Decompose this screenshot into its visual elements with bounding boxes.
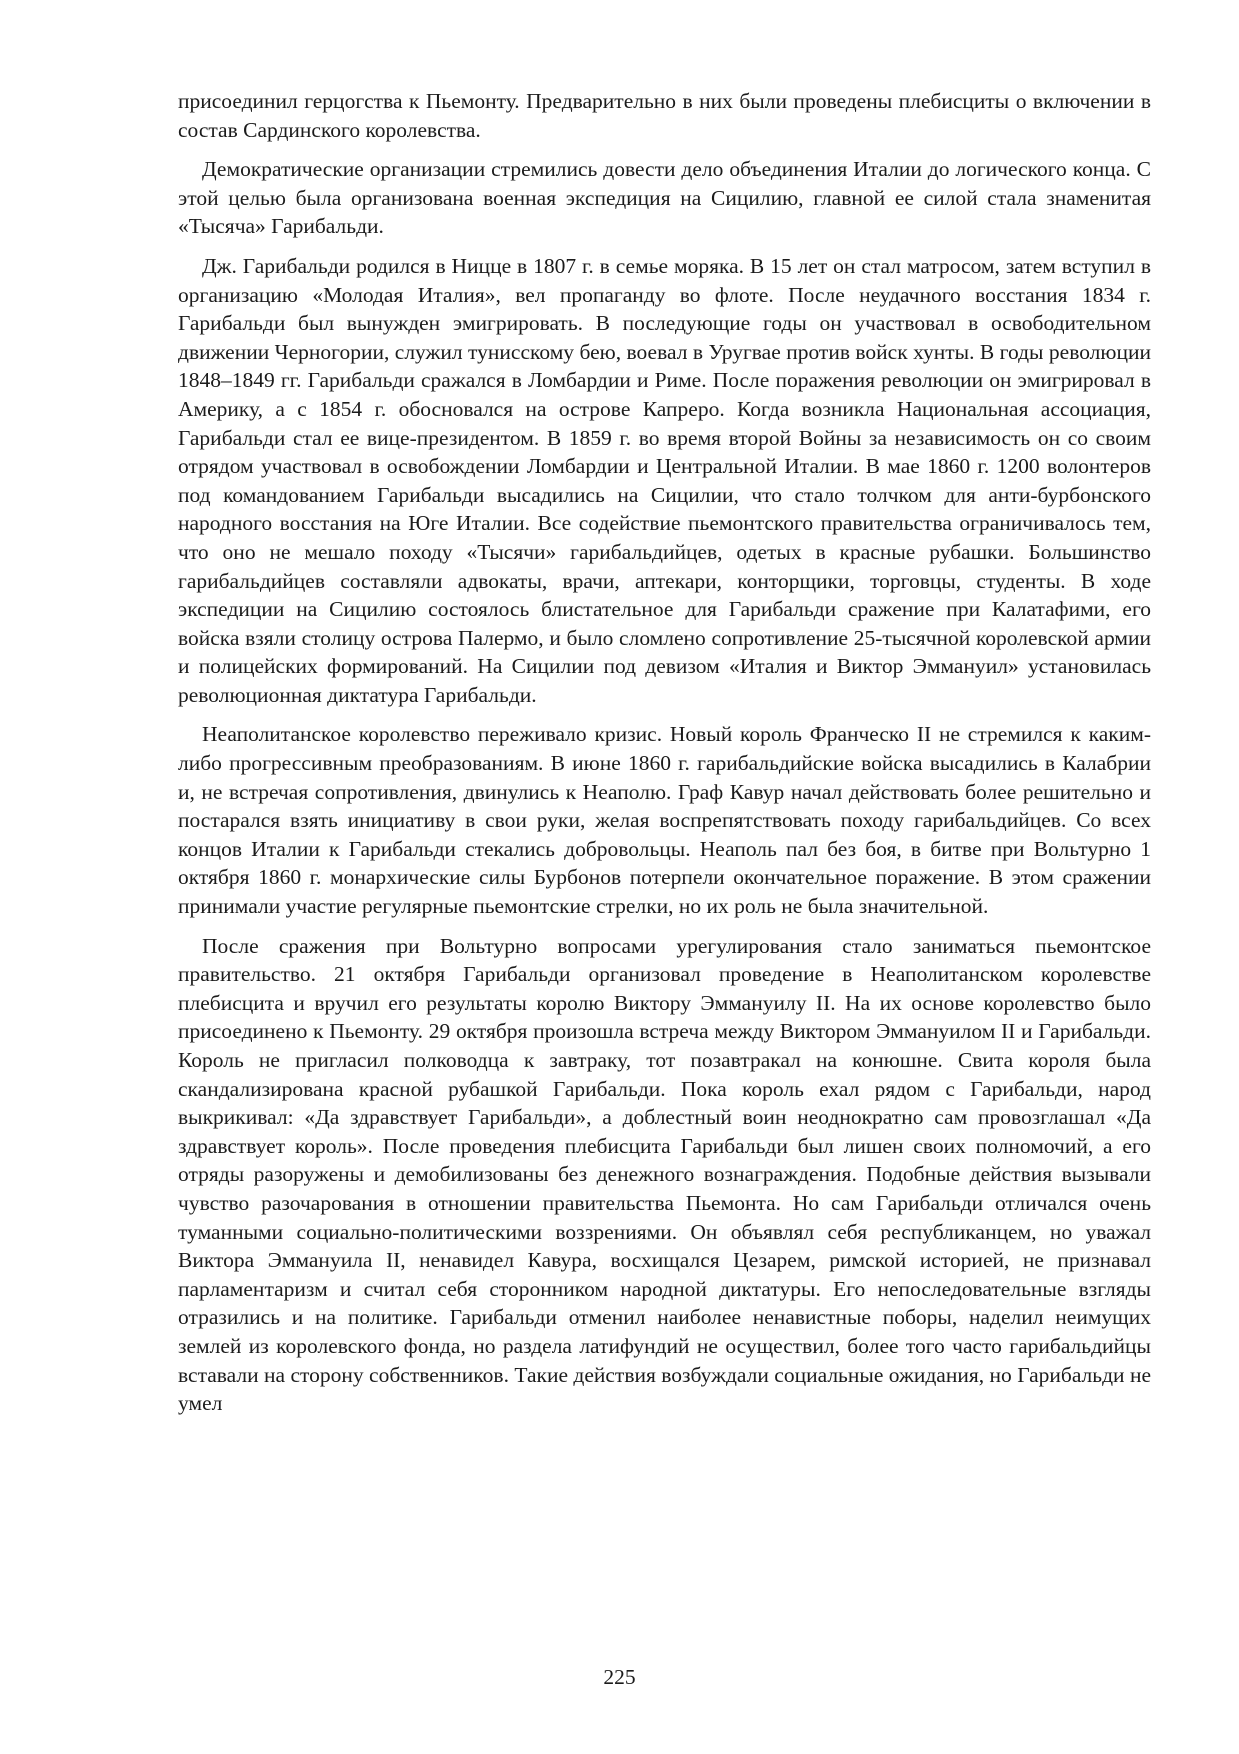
paragraph-2: Демократические организации стремились довести дело объединения Италии до логического конца. С этой целью была организована военная экспедиция на Сицилию, главной ее силой стала знаменитая «Тысяча» Гарибальди. (178, 157, 1151, 239)
paragraph-3: Дж. Гарибальди родился в Ницце в 1807 г. в семье моряка. В 15 лет он стал матросом, затем вступил в организацию «Молодая Италия», вел пропаганду во флоте. После неудачного восстания 1834 г. Гарибальди был вынужден эмигрировать. В последующие годы он участвовал в освободительном движении Черногории, служил тунисскому бею, воевал в Уругвае против войск хунты. В годы революции 1848–1849 гг. Гарибальди сражался в Ломбардии и Риме. После поражения революции он эмигрировал в Америку, а с 1854 г. обосновался на острове Капреро. Когда возникла Национальная ассоциация, Гарибальди стал ее вице-президентом. В 1859 г. во время второй Войны за независимость он со своим отрядом участвовал в освобождении Ломбардии и Центральной Италии. В мае 1860 г. 1200 волонтеров под командованием Гарибальди высадились на Сицилии, что стало толчком для анти-бурбонского народного восстания на Юге Италии. Все содействие пьемонтского правительства ограничивалось тем, что оно не мешало походу «Тысячи» гарибальдийцев, одетых в красные рубашки. Большинство гарибальдийцев составляли адвокаты, врачи, аптекари, конторщики, торговцы, студенты. В ходе экспедиции на Сицилию состоялось блистательное для Гарибальди сражение при Калатафими, его войска взяли столицу острова Палермо, и было сломлено сопротивление 25-тысячной королевской армии и полицейских формирований. На Сицилии под девизом «Италия и Виктор Эммануил» установилась революционная диктатура Гарибальди. (178, 253, 1151, 707)
paragraph-4: Неаполитанское королевство переживало кризис. Новый король Франческо II не стремился к каким-либо прогрессивным преобразованиям. В июне 1860 г. гарибальдийские войска высадились в Калабрии и, не встречая сопротивления, двинулись к Неаполю. Граф Кавур начал действовать более решительно и постарался взять инициативу в свои руки, желая воспрепятствовать походу гарибальдийцев. Со всех концов Италии к Гарибальди стекались добровольцы. Неаполь пал без боя, в битве при Вольтурно 1 октября 1860 г. монархические силы Бурбонов потерпели окончательное поражение. В этом сражении принимали участие регулярные пьемонтские стрелки, но их роль не была значительной. (178, 722, 1151, 919)
page-number: 225 (603, 1665, 636, 1689)
paragraph-1: присоединил герцогства к Пьемонту. Предварительно в них были проведены плебисциты о включении в состав Сардинского королевства. (178, 89, 1151, 142)
paragraph-5: После сражения при Вольтурно вопросами урегулирования стало заниматься пьемонтское правительство. 21 октября Гарибальди организовал проведение в Неаполитанском королевстве плебисцита и вручил его результаты королю Виктору Эммануилу II. На их основе королевство было присоединено к Пьемонту. 29 октября произошла встреча между Виктором Эммануилом II и Гарибальди. Король не пригласил полководца к завтраку, тот позавтракал на конюшне. Свита короля была скандализирована красной рубашкой Гарибальди. Пока король ехал рядом с Гарибальди, народ выкрикивал: «Да здравствует Гарибальди», а доблестный воин неоднократно сам провозглашал «Да здравствует король». После проведения плебисцита Гарибальди был лишен своих полномочий, а его отряды разоружены и демобилизованы без денежного вознаграждения. Подобные действия вызывали чувство разочарования в отношении правительства Пьемонта. Но сам Гарибальди отличался очень туманными социально-политическими воззрениями. Он объявлял себя республиканцем, но уважал Виктора Эммануила II, ненавидел Кавура, восхищался Цезарем, римской историей, не признавал парламентаризм и считал себя сторонником народной диктатуры. Его непоследовательные взгляды отразились и на политике. Гарибальди отменил наиболее ненавистные поборы, наделил неимущих землей из королевского фонда, но раздела латифундий не осуществил, более того часто гарибальдийцы вставали на сторону собственников. Такие действия возбуждали социальные ожидания, но Гарибальди не умел (178, 933, 1151, 1416)
